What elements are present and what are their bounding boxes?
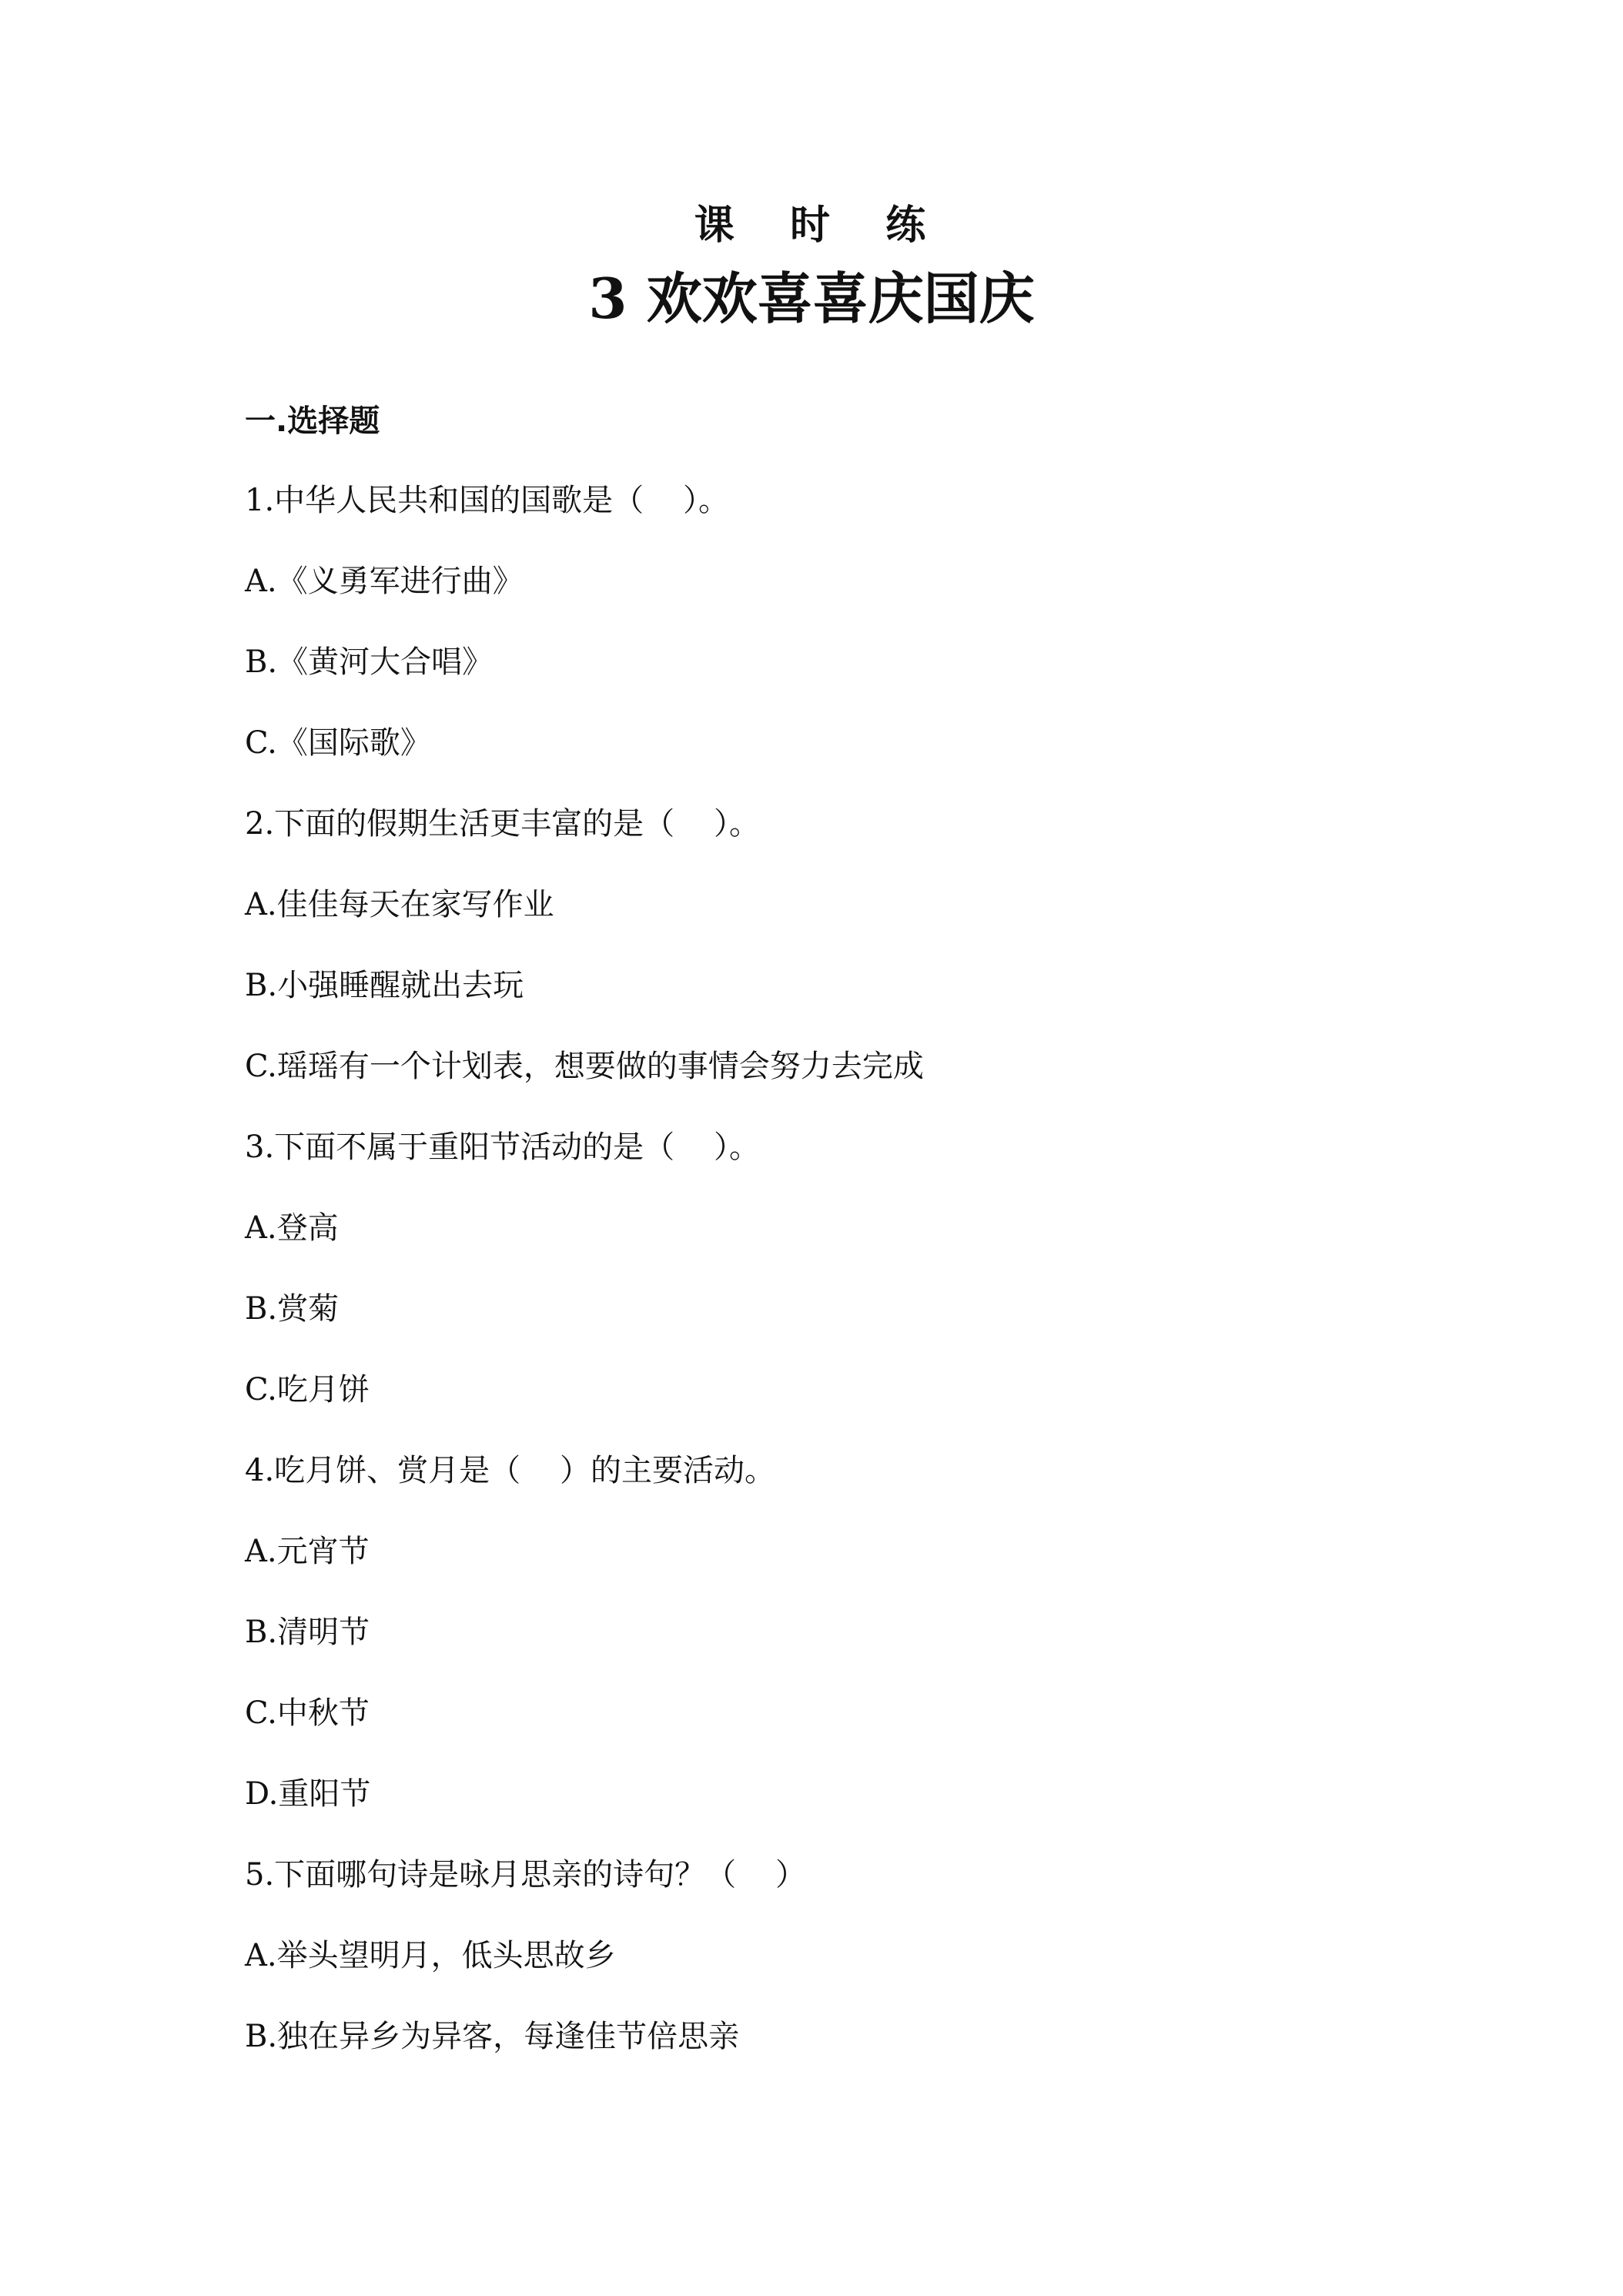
question-5-option-b: B.独在异乡为异客，每逢佳节倍思亲 <box>245 2019 740 2054</box>
question-2-stem: 2.下面的假期生活更丰富的是（ ）。 <box>245 806 761 842</box>
question-3-option-b: B.赏菊 <box>245 1291 340 1327</box>
page-title: 3 欢欢喜喜庆国庆 <box>588 266 1035 331</box>
question-4-option-c: C.中秋节 <box>245 1695 370 1731</box>
page-subtitle: 课 时 练 <box>694 202 929 249</box>
question-list <box>245 477 1477 2094</box>
question-2-option-b: B.小强睡醒就出去玩 <box>245 968 524 1003</box>
question-4-option-d: D.重阳节 <box>245 1776 371 1812</box>
question-1-option-a: A.《义勇军进行曲》 <box>245 564 524 599</box>
question-5-option-a: A.举头望明月，低头思故乡 <box>245 1938 616 1973</box>
question-4-option-a: A.元宵节 <box>245 1534 370 1569</box>
question-1-option-b: B.《黄河大合唱》 <box>245 644 494 680</box>
question-4-stem: 4.吃月饼、赏月是（ ）的主要活动。 <box>245 1453 776 1488</box>
question-1-option-c: C.《国际歌》 <box>245 725 431 761</box>
question-3-stem: 3.下面不属于重阳节活动的是（ ）。 <box>245 1130 761 1165</box>
question-3-option-a: A.登高 <box>245 1210 339 1246</box>
question-2-option-c: C.瑶瑶有一个计划表，想要做的事情会努力去完成 <box>245 1049 924 1084</box>
question-1-stem: 1.中华人民共和国的国歌是（ ）。 <box>245 483 730 518</box>
question-4-option-b: B.清明节 <box>245 1615 370 1650</box>
question-5-stem: 5.下面哪句诗是咏月思亲的诗句？（ ） <box>245 1857 807 1893</box>
question-3-option-c: C.吃月饼 <box>245 1372 370 1407</box>
section-heading: 一.选择题 <box>245 403 380 439</box>
question-2-option-a: A.佳佳每天在家写作业 <box>245 887 554 922</box>
